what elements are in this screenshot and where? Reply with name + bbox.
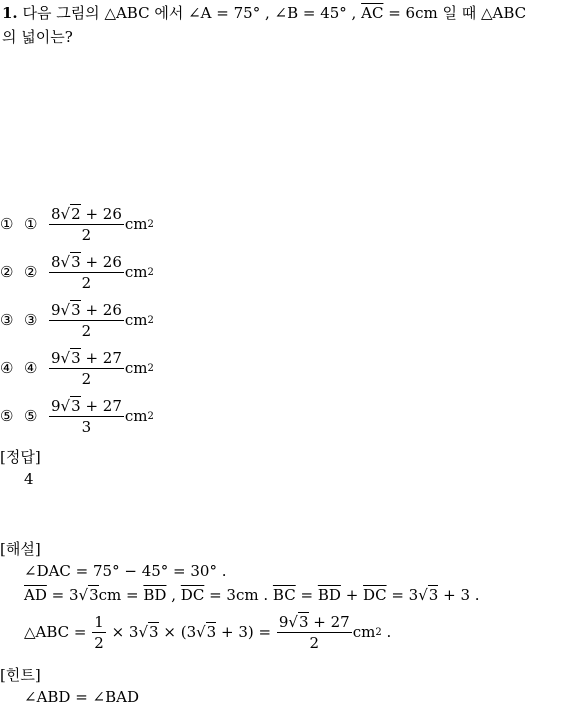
fraction-denominator: 2 [309,633,320,652]
expr-text: = 3 [391,586,419,604]
unit-text: cm [352,623,376,641]
choice-number: ⑤ [0,407,14,425]
choice-number: ③ [0,311,14,329]
expr-text: = 3 [51,586,79,604]
expr-text: = 3cm . [209,586,269,604]
radicand: 3 [206,623,217,641]
choice-2[interactable] [0,248,154,296]
sqrt-symbol: √3 [288,612,309,631]
unit-text: cm [124,359,148,377]
segment-dc: $\overline{DC}$ [180,586,205,604]
answer-label: [정답] [0,448,41,466]
radicand: 3 [71,396,81,415]
expr-text: , [171,586,177,604]
radicand: 3 [298,612,309,631]
fraction-result [277,614,352,651]
fraction-numerator: 8√2 + 26 [51,204,122,223]
explanation-label: [해설] [0,540,41,558]
choice-number-inner: ① [24,215,38,233]
radicand: 3 [71,348,81,367]
fraction-numerator: 9√3 + 27 [51,396,122,415]
choice-1[interactable] [0,200,154,248]
choice-5[interactable] [0,392,154,440]
sqrt-symbol: √3 [78,586,99,604]
segment-dc-2: $\overline{DC}$ [363,586,387,604]
question-text-post: = 6cm 일 때 △ABC [388,4,527,22]
explanation-line-2 [24,586,480,604]
unit-text: cm [124,311,148,329]
choice-number-inner: ⑤ [24,407,38,425]
expr-text: + [345,586,359,604]
fraction-denominator: 2 [81,369,92,388]
exponent: 2 [147,410,154,422]
fraction-denominator: 2 [81,321,92,340]
segment-ad: $\overline{AD}$ [24,586,47,604]
exponent: 2 [147,314,154,326]
fraction-numerator: 1 [94,612,104,631]
choice-number: ④ [0,359,14,377]
question-line-2: 의 넓이는? [2,28,73,46]
unit-text: cm [124,407,148,425]
fraction-denominator: 2 [94,633,104,652]
explanation-line-1: ∠DAC = 75° − 45° = 30° . [24,562,227,580]
question-line-1 [2,2,526,23]
exponent: 2 [147,362,154,374]
question-text-pre: 다음 그림의 △ABC 에서 ∠A = 75° , ∠B = 45° , [22,4,357,22]
exponent: 2 [147,266,154,278]
segment-bd: $\overline{BD}$ [143,586,167,604]
exponent: 2 [375,626,382,638]
expr-text: △ABC = [24,623,87,641]
expr-text: + 3 . [443,586,480,604]
expr-text: × (3 [163,623,197,641]
choice-3[interactable] [0,296,154,344]
choice-number-inner: ② [24,263,38,281]
hint-label: [힌트] [0,666,41,684]
explanation-line-3 [24,610,391,654]
sqrt-symbol: √3 [138,623,159,641]
expr-text: cm = [98,586,139,604]
choice-4[interactable] [0,344,154,392]
sqrt-symbol: √3 [196,623,217,641]
radicand: 3 [71,252,81,271]
sqrt-symbol: √3 [60,252,81,271]
sqrt-symbol: √3 [418,586,439,604]
question-number: 1. [2,4,18,22]
sqrt-symbol: √2 [60,204,81,223]
radicand: 3 [71,300,81,319]
fraction-numerator: 9√3 + 27 [51,348,122,367]
fraction-numerator: 8√3 + 26 [51,252,122,271]
radicand: 3 [428,586,439,604]
radicand: 3 [149,623,159,641]
answer-value: 4 [24,470,34,488]
fraction-numerator: 9√3 + 27 [278,612,350,631]
sqrt-symbol: √3 [60,300,81,319]
expr-text: = [300,586,314,604]
choice-fraction [49,206,124,243]
expr-text: . [386,623,392,641]
fraction-numerator: 9√3 + 26 [51,300,122,319]
unit-text: cm [124,263,148,281]
fraction-denominator: 2 [81,225,92,244]
fraction-denominator: 3 [81,417,92,436]
choice-fraction [49,254,124,291]
choice-fraction [49,398,124,435]
choice-number-inner: ④ [24,359,38,377]
segment-ac: $\overline{AC}$ [361,4,384,22]
radicand: 2 [71,204,81,223]
segment-bc: $\overline{BC}$ [272,586,296,604]
sqrt-symbol: √3 [60,348,81,367]
unit-text: cm [124,215,148,233]
sqrt-symbol: √3 [60,396,81,415]
exponent: 2 [147,218,154,230]
choice-number-inner: ③ [24,311,38,329]
expr-text: × 3 [111,623,139,641]
fraction-one-half [92,614,106,651]
choice-number: ② [0,263,14,281]
choice-fraction [49,350,124,387]
choice-fraction [49,302,124,339]
fraction-denominator: 2 [81,273,92,292]
radicand: 3 [89,586,99,604]
expr-text: + 3) = [221,623,272,641]
hint-text: ∠ABD = ∠BAD [24,688,140,706]
segment-bd-2: $\overline{BD}$ [317,586,341,604]
choice-number: ① [0,215,14,233]
